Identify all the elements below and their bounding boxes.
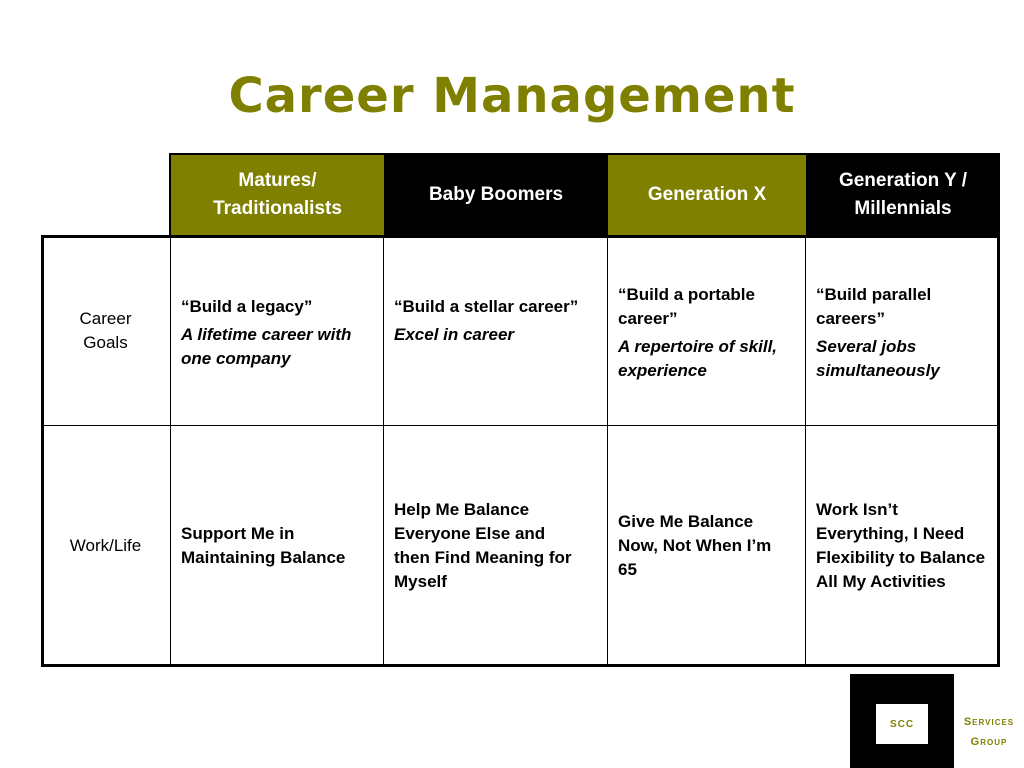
cell-text: Work Isn’t Everything, I Need Flexibility to Balance All My Activities bbox=[816, 500, 986, 591]
cell-boomers-work-life bbox=[384, 426, 608, 667]
cell-detail: A repertoire of skill, experience bbox=[618, 337, 778, 380]
cell-genx-career-goals bbox=[608, 237, 806, 426]
cell-matures-career-goals bbox=[171, 237, 384, 426]
cell-geny-career-goals bbox=[806, 237, 1000, 426]
row-label-work-life bbox=[41, 426, 171, 667]
cell-text: Support Me in Maintaining Balance bbox=[181, 524, 346, 567]
cell-text: Give Me Balance Now, Not When I’m 65 bbox=[618, 512, 772, 579]
page-title: Career Management bbox=[228, 68, 796, 124]
header-generation-x bbox=[608, 153, 806, 237]
logo-mark: SCC bbox=[876, 704, 928, 744]
cell-detail: Several jobs simultaneously bbox=[816, 337, 940, 380]
cell-boomers-career-goals bbox=[384, 237, 608, 426]
cell-quote: “Build a legacy” bbox=[181, 297, 313, 316]
row-label-career-goals bbox=[41, 237, 171, 426]
cell-detail: Excel in career bbox=[394, 325, 515, 344]
row-label-text: Work/Life bbox=[69, 536, 142, 555]
cell-text: Help Me Balance Everyone Else and then Find Meaning for Myself bbox=[394, 500, 572, 591]
header-matures bbox=[171, 153, 384, 237]
header-label: Generation X bbox=[647, 184, 767, 205]
cell-detail: A lifetime career with one company bbox=[181, 325, 352, 368]
header-baby-boomers bbox=[384, 153, 608, 237]
cell-quote: “Build parallel careers” bbox=[816, 285, 932, 328]
cell-quote: “Build a portable career” bbox=[618, 285, 755, 328]
header-label: Matures/ Traditionalists bbox=[213, 170, 342, 219]
header-label: Generation Y / Millennials bbox=[838, 170, 968, 219]
logo-name: Services Group bbox=[963, 716, 1015, 748]
comparison-table bbox=[41, 153, 1000, 667]
cell-quote: “Build a stellar career” bbox=[394, 297, 579, 316]
row-label-text: Career Goals bbox=[79, 309, 132, 352]
header-generation-y bbox=[806, 153, 1000, 237]
header-label: Baby Boomers bbox=[428, 184, 564, 205]
cell-genx-work-life bbox=[608, 426, 806, 667]
cell-matures-work-life bbox=[171, 426, 384, 667]
company-logo bbox=[850, 674, 1024, 768]
cell-geny-work-life bbox=[806, 426, 1000, 667]
